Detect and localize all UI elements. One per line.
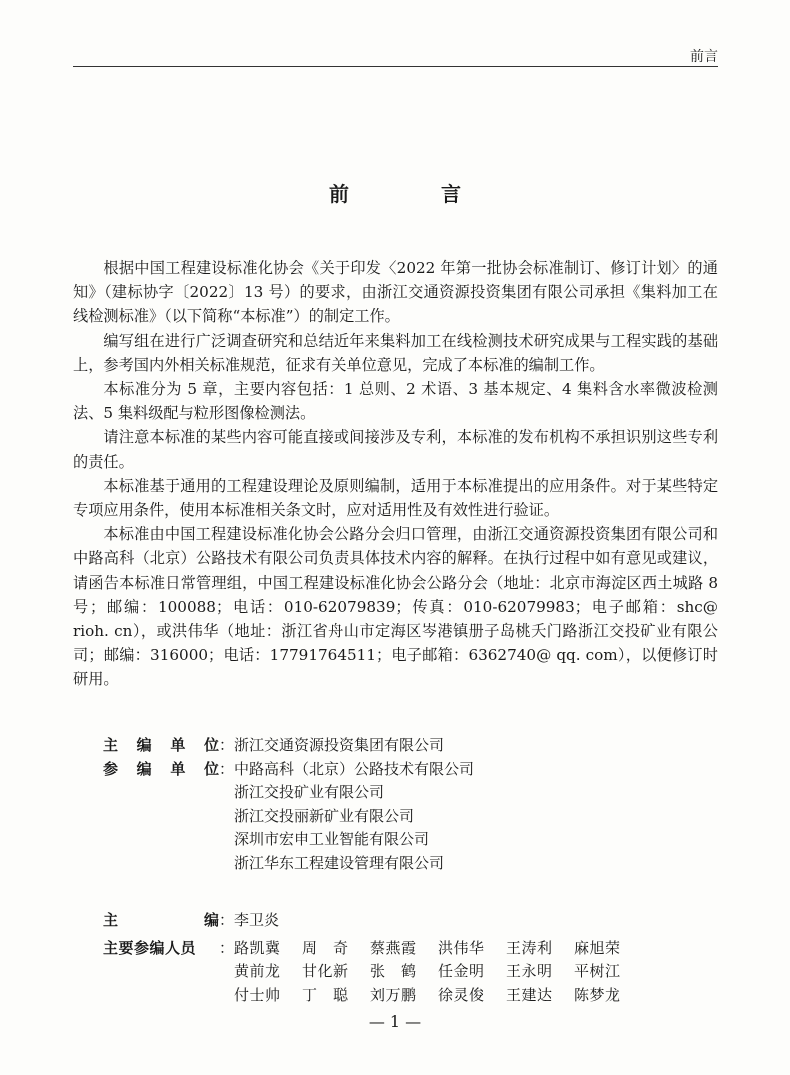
editor-name: 付士帅 (234, 985, 281, 1004)
editor-name: 王永明 (506, 962, 553, 980)
header-rule (73, 66, 718, 67)
editor-name: 蔡燕霞 (370, 938, 417, 957)
editors-block (103, 909, 718, 1007)
main-editors-row (103, 937, 718, 1008)
organizations-block (103, 734, 718, 875)
participating-unit: ：中路高科（北京）公路技术有限公司 (219, 759, 475, 778)
participating-unit: 浙江华东工程建设管理有限公司 (234, 853, 445, 872)
editor-name: 路凯冀 (234, 938, 281, 957)
page-title: 前 言 (329, 182, 497, 206)
editor-name: 洪伟华 (438, 938, 485, 957)
running-head-title: 前言 (690, 49, 718, 65)
paragraph-3: 本标准分为 5 章，主要内容包括：1 总则、2 术语、3 基本规定、4 集料含水率微波检测法、5 集料级配与粒形图像检测法。 (73, 380, 718, 423)
paragraph-4: 请注意本标准的某些内容可能直接或间接涉及专利，本标准的发布机构不承担识别这些专利的责任。 (73, 428, 718, 471)
editor-name: 张 鹤 (370, 962, 417, 980)
editor-name: 任金明 (438, 962, 485, 980)
chief-editor-value: ：李卫炎 (219, 911, 280, 929)
participating-units-row (103, 758, 718, 876)
editor-name: 王建达 (506, 985, 553, 1004)
editor-name: 陈梦龙 (574, 985, 621, 1004)
main-editors-list: ： 路凯冀 周 奇 蔡燕霞 洪伟华 王涛利 麻旭荣 黄前龙 甘化新 张 鹤 任金明 王永明 平树江 付士帅 丁 聪 刘万鹏 徐灵俊 王建达 陈梦龙 (219, 937, 718, 1008)
paragraph-2: 编写组在进行广泛调查研究和总结近年来集料加工在线检测技术研究成果与工程实践的基础上，参考国内外相关标准规范，征求有关单位意见，完成了本标准的编制工作。 (73, 331, 718, 374)
editor-name: 徐灵俊 (438, 985, 485, 1004)
paragraph-6: 本标准由中国工程建设标准化协会公路分会归口管理，由浙江交通资源投资集团有限公司和中路高科（北京）公路技术有限公司负责具体技术内容的解释。在执行过程中如有意见或建议，请函告本标准日常管理组，中国工程建设标准化协会公路分会（地址：北京市海淀区西土城路 8 号；邮编：100088；电话：010-62079839；传真：010-62079983；电子邮箱：shc@ rioh. cn），或洪伟华（地址：浙江省舟山市定海区岑港镇册子岛桃夭门路浙江交投矿业有限公司；邮编：316000；电话：17791764511；电子邮箱：6362740@ qq. com），以便修订时研用。 (73, 525, 718, 689)
main-editors-label: 主要参编人员 (103, 938, 197, 957)
editor-name: 王涛利 (506, 938, 553, 957)
preface-body (73, 256, 718, 692)
participating-units-label: 参 编 单 位 (103, 759, 219, 778)
chief-editor-row (103, 909, 718, 933)
paragraph-5: 本标准基于通用的工程建设理论及原则编制，适用于本标准提出的应用条件。对于某些特定专项应用条件，使用本标准相关条文时，应对适用性及有效性进行验证。 (73, 476, 718, 520)
editor-name: 周 奇 (302, 938, 349, 957)
editor-name: 黄前龙 (234, 962, 281, 980)
editor-name: 刘万鹏 (370, 985, 417, 1004)
editor-names (234, 937, 654, 1008)
chief-unit-label: 主 编 单 位 (103, 736, 219, 754)
editor-name: 丁 聪 (302, 985, 349, 1004)
participating-unit: 深圳市宏申工业智能有限公司 (234, 830, 430, 848)
paragraph-1: 根据中国工程建设标准化协会《关于印发〈2022 年第一批协会标准制订、修订计划〉的通知》（建标协字〔2022〕13 号）的要求，由浙江交通资源投资集团有限公司承担《集料加工在线检测标准》（以下简称“本标准”）的制定工作。 (73, 259, 718, 326)
page-number: — 1 — (368, 1012, 422, 1031)
editor-name: 甘化新 (302, 962, 349, 980)
editor-name: 平树江 (574, 962, 621, 980)
participating-unit: 浙江交投矿业有限公司 (234, 783, 385, 801)
participating-unit: 浙江交投丽新矿业有限公司 (234, 806, 415, 825)
chief-unit-row (103, 734, 718, 758)
chief-editor-label: 主 编 (103, 911, 219, 929)
participating-units-list (219, 758, 718, 876)
chief-unit-value: ：浙江交通资源投资集团有限公司 (219, 736, 445, 754)
editor-name: 麻旭荣 (574, 938, 621, 957)
